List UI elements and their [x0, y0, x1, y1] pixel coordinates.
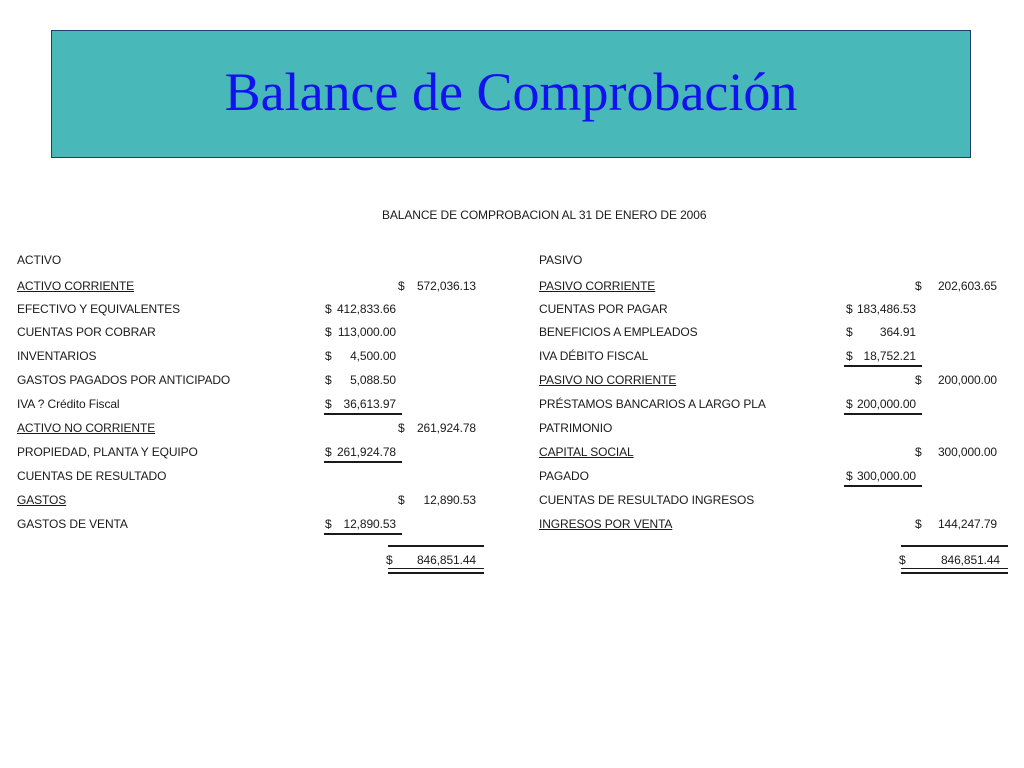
activo-item-amount: 4,500.00 [350, 349, 396, 363]
gastos-amount: 12,890.53 [423, 493, 476, 507]
pasivo-item-currency: $ [846, 302, 853, 316]
total-double-rule-top [388, 568, 484, 569]
pasivo-item-amount: 364.91 [879, 325, 916, 339]
pasivo-total-amount: 846,851.44 [940, 553, 1000, 567]
activo-total-currency: $ [386, 553, 393, 567]
resultado-ingresos-label: CUENTAS DE RESULTADO INGRESOS [539, 493, 755, 507]
pasivo-corriente-amount: 202,603.65 [937, 279, 997, 293]
cuentas-resultado-label: CUENTAS DE RESULTADO [17, 469, 167, 483]
subtotal-rule [844, 365, 922, 367]
gastos-label: GASTOS [17, 493, 67, 507]
ppe-label: PROPIEDAD, PLANTA Y EQUIPO [17, 445, 198, 459]
pasivo-header: PASIVO [539, 253, 583, 267]
gastos-currency: $ [398, 493, 405, 507]
total-top-rule [388, 545, 484, 547]
activo-corriente-label: ACTIVO CORRIENTE [17, 279, 135, 293]
pasivo-item-label: IVA DÉBITO FISCAL [539, 349, 649, 363]
capital-social-currency: $ [915, 445, 922, 459]
activo-item-amount: 36,613.97 [343, 397, 396, 411]
total-top-rule [901, 545, 1008, 547]
pagado-currency: $ [846, 469, 853, 483]
activo-item-label: IVA ? Crédito Fiscal [17, 397, 120, 411]
pasivo-item-amount: 183,486.53 [856, 302, 916, 316]
prestamos-label: PRÉSTAMOS BANCARIOS A LARGO PLA [539, 397, 766, 411]
activo-item-amount: 5,088.50 [350, 373, 396, 387]
subtotal-rule [324, 461, 402, 463]
activo-item-label: EFECTIVO Y EQUIVALENTES [17, 302, 181, 316]
pagado-label: PAGADO [539, 469, 589, 483]
capital-social-amount: 300,000.00 [937, 445, 997, 459]
gastos-venta-currency: $ [325, 517, 332, 531]
activo-corriente-amount: 572,036.13 [416, 279, 476, 293]
gastos-venta-amount: 12,890.53 [343, 517, 396, 531]
capital-social-label: CAPITAL SOCIAL [539, 445, 634, 459]
pasivo-item-amount: 18,752.21 [863, 349, 916, 363]
ppe-amount: 261,924.78 [336, 445, 396, 459]
activo-item-label: CUENTAS POR COBRAR [17, 325, 156, 339]
activo-item-amount: 113,000.00 [337, 325, 396, 339]
pasivo-item-label: BENEFICIOS A EMPLEADOS [539, 325, 698, 339]
total-double-rule-bottom [901, 572, 1008, 574]
gastos-venta-label: GASTOS DE VENTA [17, 517, 128, 531]
pasivo-item-label: CUENTAS POR PAGAR [539, 302, 668, 316]
pasivo-item-currency: $ [846, 325, 853, 339]
activo-item-amount: 412,833.66 [336, 302, 396, 316]
pasivo-no-corriente-amount: 200,000.00 [937, 373, 997, 387]
activo-item-currency: $ [325, 397, 332, 411]
activo-header: ACTIVO [17, 253, 62, 267]
activo-item-currency: $ [325, 373, 332, 387]
activo-item-label: INVENTARIOS [17, 349, 97, 363]
activo-item-label: GASTOS PAGADOS POR ANTICIPADO [17, 373, 231, 387]
patrimonio-label: PATRIMONIO [539, 421, 613, 435]
activo-corriente-currency: $ [398, 279, 405, 293]
activo-item-currency: $ [325, 302, 332, 316]
slide-title: Balance de Comprobación [224, 62, 798, 122]
total-double-rule-top [901, 568, 1008, 569]
total-double-rule-bottom [388, 572, 484, 574]
activo-no-corriente-amount: 261,924.78 [416, 421, 476, 435]
ingresos-venta-amount: 144,247.79 [937, 517, 997, 531]
activo-no-corriente-label: ACTIVO NO CORRIENTE [17, 421, 156, 435]
pasivo-no-corriente-label: PASIVO NO CORRIENTE [539, 373, 677, 387]
ppe-currency: $ [325, 445, 332, 459]
ingresos-venta-currency: $ [915, 517, 922, 531]
activo-item-currency: $ [325, 325, 332, 339]
subtotal-rule [844, 485, 922, 487]
activo-no-corriente-currency: $ [398, 421, 405, 435]
prestamos-amount: 200,000.00 [856, 397, 916, 411]
pasivo-item-currency: $ [846, 349, 853, 363]
report-heading: BALANCE DE COMPROBACION AL 31 DE ENERO DE 2006 [382, 208, 707, 222]
subtotal-rule [324, 533, 402, 535]
prestamos-currency: $ [846, 397, 853, 411]
pagado-amount: 300,000.00 [856, 469, 916, 483]
activo-item-currency: $ [325, 349, 332, 363]
pasivo-corriente-currency: $ [915, 279, 922, 293]
pasivo-total-currency: $ [899, 553, 906, 567]
activo-total-amount: 846,851.44 [416, 553, 476, 567]
subtotal-rule [844, 413, 922, 415]
pasivo-corriente-label: PASIVO CORRIENTE [539, 279, 656, 293]
ingresos-venta-label: INGRESOS POR VENTA [539, 517, 673, 531]
pasivo-no-corriente-currency: $ [915, 373, 922, 387]
subtotal-rule [324, 413, 402, 415]
